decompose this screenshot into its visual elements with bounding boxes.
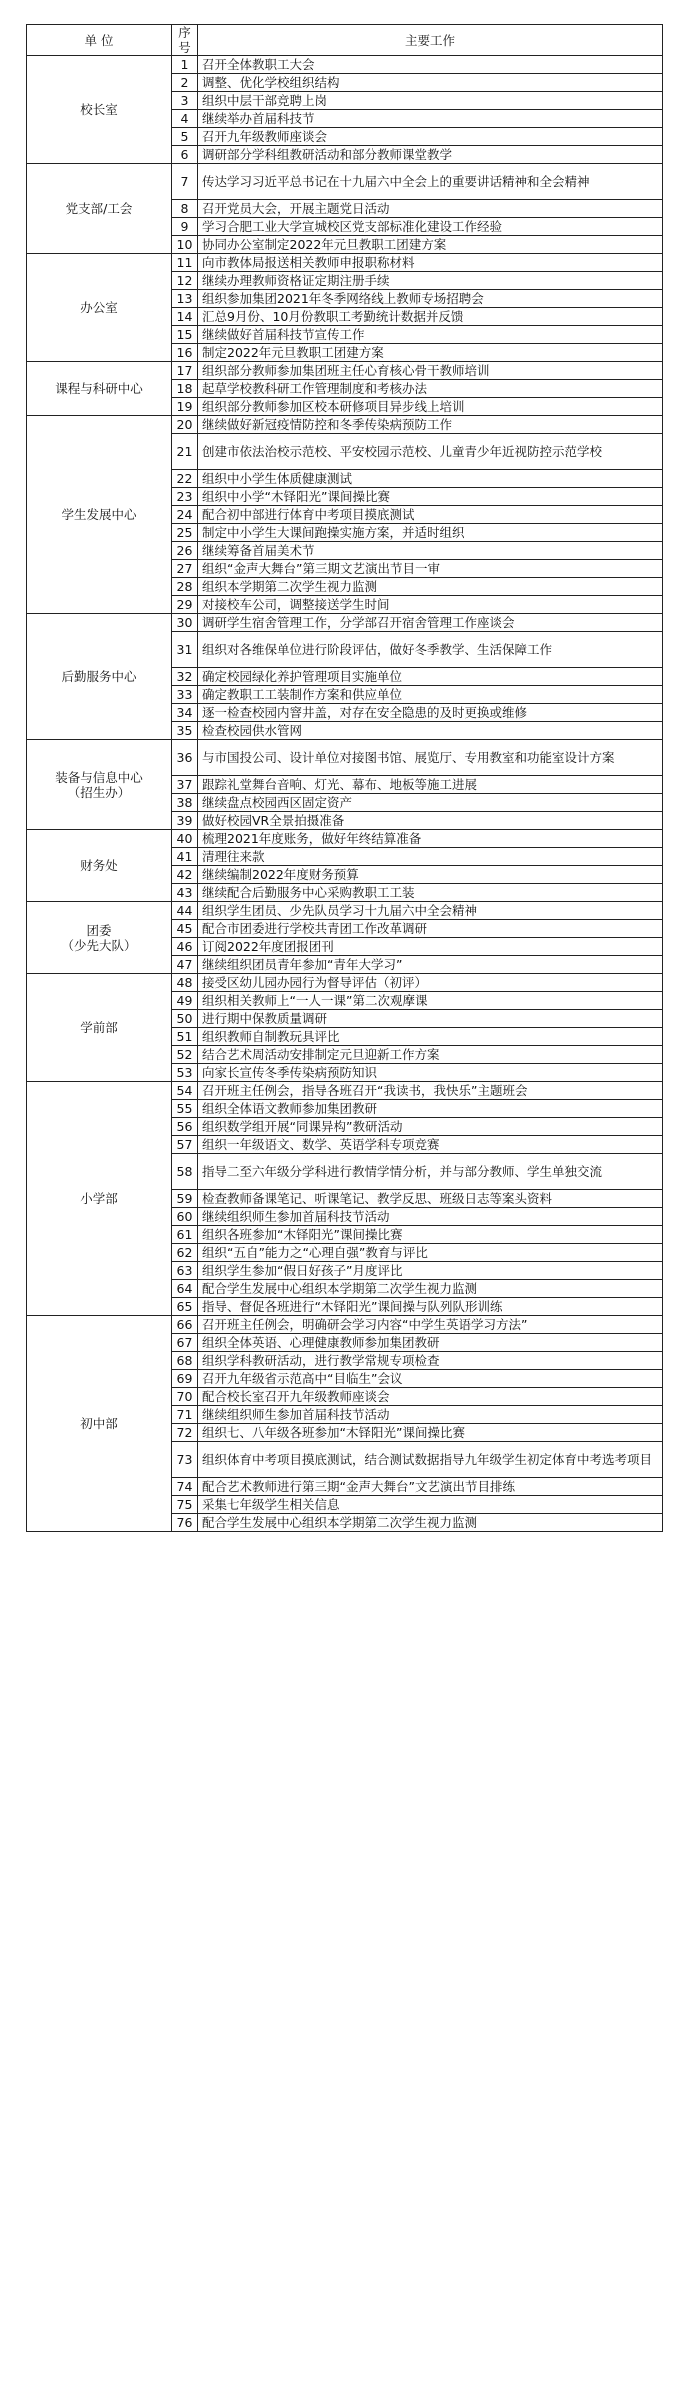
task-number-cell: 26 xyxy=(172,542,198,560)
task-number-cell: 28 xyxy=(172,578,198,596)
task-number-cell: 55 xyxy=(172,1100,198,1118)
unit-name-cell: 校长室 xyxy=(27,56,172,164)
task-number-cell: 48 xyxy=(172,974,198,992)
task-description-cell: 配合校长室召开九年级教师座谈会 xyxy=(198,1388,663,1406)
task-description-cell: 组织本学期第二次学生视力监测 xyxy=(198,578,663,596)
task-number-cell: 29 xyxy=(172,596,198,614)
task-number-cell: 19 xyxy=(172,398,198,416)
task-number-cell: 5 xyxy=(172,128,198,146)
task-number-cell: 6 xyxy=(172,146,198,164)
task-number-cell: 3 xyxy=(172,92,198,110)
task-number-cell: 70 xyxy=(172,1388,198,1406)
table-row xyxy=(27,416,663,434)
task-description-cell: 起草学校教科研工作管理制度和考核办法 xyxy=(198,380,663,398)
task-number-cell: 49 xyxy=(172,992,198,1010)
task-number-cell: 40 xyxy=(172,830,198,848)
task-description-cell: 逐一检查校园内窨井盖，对存在安全隐患的及时更换或维修 xyxy=(198,704,663,722)
task-number-cell: 30 xyxy=(172,614,198,632)
task-description-cell: 检查教师备课笔记、听课笔记、教学反思、班级日志等案头资料 xyxy=(198,1190,663,1208)
task-number-cell: 10 xyxy=(172,236,198,254)
task-number-cell: 63 xyxy=(172,1262,198,1280)
task-number-cell: 75 xyxy=(172,1496,198,1514)
task-number-cell: 58 xyxy=(172,1154,198,1190)
task-description-cell: 传达学习习近平总书记在十九届六中全会上的重要讲话精神和全会精神 xyxy=(198,164,663,200)
table-row xyxy=(27,830,663,848)
task-number-cell: 74 xyxy=(172,1478,198,1496)
task-description-cell: 配合初中部进行体育中考项目摸底测试 xyxy=(198,506,663,524)
task-number-cell: 65 xyxy=(172,1298,198,1316)
table-row xyxy=(27,974,663,992)
task-description-cell: 组织一年级语文、数学、英语学科专项竞赛 xyxy=(198,1136,663,1154)
task-number-cell: 8 xyxy=(172,200,198,218)
task-description-cell: 召开班主任例会，指导各班召开“我读书，我快乐”主题班会 xyxy=(198,1082,663,1100)
task-description-cell: 继续配合后勤服务中心采购教职工工装 xyxy=(198,884,663,902)
task-description-cell: 制定中小学生大课间跑操实施方案，并适时组织 xyxy=(198,524,663,542)
task-description-cell: 订阅2022年度团报团刊 xyxy=(198,938,663,956)
table-header-row xyxy=(27,25,663,56)
task-number-cell: 38 xyxy=(172,794,198,812)
task-description-cell: 调研学生宿舍管理工作，分学部召开宿舍管理工作座谈会 xyxy=(198,614,663,632)
task-description-cell: 跟踪礼堂舞台音响、灯光、幕布、地板等施工进展 xyxy=(198,776,663,794)
task-description-cell: 组织部分教师参加区校本研修项目异步线上培训 xyxy=(198,398,663,416)
task-number-cell: 72 xyxy=(172,1424,198,1442)
task-description-cell: 做好校园VR全景拍摄准备 xyxy=(198,812,663,830)
table-row xyxy=(27,1316,663,1334)
task-description-cell: 继续组织团员青年参加“青年大学习” xyxy=(198,956,663,974)
task-description-cell: 创建市依法治校示范校、平安校园示范校、儿童青少年近视防控示范学校 xyxy=(198,434,663,470)
task-number-cell: 21 xyxy=(172,434,198,470)
task-number-cell: 11 xyxy=(172,254,198,272)
task-description-cell: 配合学生发展中心组织本学期第二次学生视力监测 xyxy=(198,1280,663,1298)
unit-name-cell: 学前部 xyxy=(27,974,172,1082)
task-number-cell: 37 xyxy=(172,776,198,794)
task-number-cell: 9 xyxy=(172,218,198,236)
task-description-cell: 结合艺术周活动安排制定元旦迎新工作方案 xyxy=(198,1046,663,1064)
unit-name-cell: 学生发展中心 xyxy=(27,416,172,614)
task-number-cell: 12 xyxy=(172,272,198,290)
task-number-cell: 1 xyxy=(172,56,198,74)
task-number-cell: 69 xyxy=(172,1370,198,1388)
task-description-cell: 接受区幼儿园办园行为督导评估（初评） xyxy=(198,974,663,992)
task-number-cell: 13 xyxy=(172,290,198,308)
work-plan-sheet xyxy=(26,24,662,1532)
work-plan-table xyxy=(26,24,663,1532)
task-description-cell: 清理往来款 xyxy=(198,848,663,866)
task-number-cell: 15 xyxy=(172,326,198,344)
task-description-cell: 检查校园供水管网 xyxy=(198,722,663,740)
task-number-cell: 27 xyxy=(172,560,198,578)
task-description-cell: 继续办理教师资格证定期注册手续 xyxy=(198,272,663,290)
task-description-cell: 配合市团委进行学校共青团工作改革调研 xyxy=(198,920,663,938)
task-number-cell: 35 xyxy=(172,722,198,740)
task-description-cell: 确定教职工工装制作方案和供应单位 xyxy=(198,686,663,704)
task-number-cell: 24 xyxy=(172,506,198,524)
task-description-cell: 指导、督促各班进行“木铎阳光”课间操与队列队形训练 xyxy=(198,1298,663,1316)
task-number-cell: 31 xyxy=(172,632,198,668)
task-description-cell: 组织各班参加“木铎阳光”课间操比赛 xyxy=(198,1226,663,1244)
task-description-cell: 组织中小学“木铎阳光”课间操比赛 xyxy=(198,488,663,506)
unit-name-cell: 办公室 xyxy=(27,254,172,362)
task-description-cell: 确定校园绿化养护管理项目实施单位 xyxy=(198,668,663,686)
task-description-cell: 学习合肥工业大学宣城校区党支部标准化建设工作经验 xyxy=(198,218,663,236)
unit-name-cell: 装备与信息中心 （招生办） xyxy=(27,740,172,830)
task-number-cell: 57 xyxy=(172,1136,198,1154)
header-unit: 单 位 xyxy=(27,25,172,56)
table-row xyxy=(27,362,663,380)
task-number-cell: 41 xyxy=(172,848,198,866)
task-number-cell: 60 xyxy=(172,1208,198,1226)
task-description-cell: 组织对各维保单位进行阶段评估，做好冬季教学、生活保障工作 xyxy=(198,632,663,668)
unit-name-cell: 后勤服务中心 xyxy=(27,614,172,740)
task-number-cell: 68 xyxy=(172,1352,198,1370)
task-description-cell: 组织部分教师参加集团班主任心育核心骨干教师培训 xyxy=(198,362,663,380)
task-description-cell: 组织相关教师上“一人一课”第二次观摩课 xyxy=(198,992,663,1010)
task-number-cell: 39 xyxy=(172,812,198,830)
task-description-cell: 组织数学组开展“同课异构”教研活动 xyxy=(198,1118,663,1136)
header-number: 序号 xyxy=(172,25,198,56)
task-number-cell: 33 xyxy=(172,686,198,704)
task-description-cell: 指导二至六年级分学科进行教情学情分析，并与部分教师、学生单独交流 xyxy=(198,1154,663,1190)
task-description-cell: 继续做好首届科技节宣传工作 xyxy=(198,326,663,344)
task-description-cell: 召开九年级教师座谈会 xyxy=(198,128,663,146)
task-number-cell: 76 xyxy=(172,1514,198,1532)
task-number-cell: 43 xyxy=(172,884,198,902)
unit-name-cell: 小学部 xyxy=(27,1082,172,1316)
unit-name-cell: 党支部/工会 xyxy=(27,164,172,254)
task-description-cell: 召开全体教职工大会 xyxy=(198,56,663,74)
task-number-cell: 18 xyxy=(172,380,198,398)
task-number-cell: 23 xyxy=(172,488,198,506)
task-description-cell: 向家长宣传冬季传染病预防知识 xyxy=(198,1064,663,1082)
task-description-cell: 继续盘点校园西区固定资产 xyxy=(198,794,663,812)
task-description-cell: 组织全体英语、心理健康教师参加集团教研 xyxy=(198,1334,663,1352)
table-row xyxy=(27,902,663,920)
table-row xyxy=(27,56,663,74)
task-description-cell: 组织全体语文教师参加集团教研 xyxy=(198,1100,663,1118)
task-description-cell: 组织教师自制教玩具评比 xyxy=(198,1028,663,1046)
task-description-cell: 组织参加集团2021年冬季网络线上教师专场招聘会 xyxy=(198,290,663,308)
task-description-cell: 组织“金声大舞台”第三期文艺演出节目一审 xyxy=(198,560,663,578)
table-row xyxy=(27,254,663,272)
task-number-cell: 16 xyxy=(172,344,198,362)
table-row xyxy=(27,614,663,632)
unit-name-cell: 课程与科研中心 xyxy=(27,362,172,416)
task-description-cell: 继续组织师生参加首届科技节活动 xyxy=(198,1406,663,1424)
task-number-cell: 2 xyxy=(172,74,198,92)
header-task: 主要工作 xyxy=(198,25,663,56)
task-number-cell: 25 xyxy=(172,524,198,542)
task-description-cell: 继续做好新冠疫情防控和冬季传染病预防工作 xyxy=(198,416,663,434)
task-number-cell: 59 xyxy=(172,1190,198,1208)
task-number-cell: 54 xyxy=(172,1082,198,1100)
task-number-cell: 62 xyxy=(172,1244,198,1262)
task-number-cell: 34 xyxy=(172,704,198,722)
task-number-cell: 42 xyxy=(172,866,198,884)
task-number-cell: 7 xyxy=(172,164,198,200)
unit-name-cell: 财务处 xyxy=(27,830,172,902)
task-number-cell: 73 xyxy=(172,1442,198,1478)
task-description-cell: 继续组织师生参加首届科技节活动 xyxy=(198,1208,663,1226)
task-number-cell: 66 xyxy=(172,1316,198,1334)
task-description-cell: 配合学生发展中心组织本学期第二次学生视力监测 xyxy=(198,1514,663,1532)
task-number-cell: 56 xyxy=(172,1118,198,1136)
task-description-cell: 向市教体局报送相关教师申报职称材料 xyxy=(198,254,663,272)
task-description-cell: 组织“五自”能力之“心理自强”教育与评比 xyxy=(198,1244,663,1262)
task-number-cell: 46 xyxy=(172,938,198,956)
task-number-cell: 53 xyxy=(172,1064,198,1082)
table-body xyxy=(27,56,663,1532)
task-description-cell: 采集七年级学生相关信息 xyxy=(198,1496,663,1514)
task-number-cell: 51 xyxy=(172,1028,198,1046)
task-number-cell: 20 xyxy=(172,416,198,434)
unit-name-cell: 初中部 xyxy=(27,1316,172,1532)
task-number-cell: 32 xyxy=(172,668,198,686)
task-description-cell: 进行期中保教质量调研 xyxy=(198,1010,663,1028)
task-number-cell: 36 xyxy=(172,740,198,776)
task-number-cell: 45 xyxy=(172,920,198,938)
task-description-cell: 对接校车公司，调整接送学生时间 xyxy=(198,596,663,614)
task-description-cell: 召开九年级省示范高中“目临生”会议 xyxy=(198,1370,663,1388)
task-description-cell: 组织中小学生体质健康测试 xyxy=(198,470,663,488)
task-number-cell: 47 xyxy=(172,956,198,974)
task-description-cell: 调整、优化学校组织结构 xyxy=(198,74,663,92)
task-number-cell: 61 xyxy=(172,1226,198,1244)
task-number-cell: 4 xyxy=(172,110,198,128)
task-description-cell: 组织体育中考项目摸底测试，结合测试数据指导九年级学生初定体育中考选考项目 xyxy=(198,1442,663,1478)
task-description-cell: 与市国投公司、设计单位对接图书馆、展览厅、专用教室和功能室设计方案 xyxy=(198,740,663,776)
table-row xyxy=(27,740,663,776)
task-description-cell: 协同办公室制定2022年元旦教职工团建方案 xyxy=(198,236,663,254)
task-number-cell: 52 xyxy=(172,1046,198,1064)
task-description-cell: 继续编制2022年度财务预算 xyxy=(198,866,663,884)
task-description-cell: 继续举办首届科技节 xyxy=(198,110,663,128)
task-description-cell: 继续筹备首届美术节 xyxy=(198,542,663,560)
task-description-cell: 组织中层干部竞聘上岗 xyxy=(198,92,663,110)
table-row xyxy=(27,1082,663,1100)
task-number-cell: 22 xyxy=(172,470,198,488)
task-description-cell: 召开党员大会，开展主题党日活动 xyxy=(198,200,663,218)
task-description-cell: 组织七、八年级各班参加“木铎阳光”课间操比赛 xyxy=(198,1424,663,1442)
task-number-cell: 64 xyxy=(172,1280,198,1298)
task-description-cell: 组织学生参加“假日好孩子”月度评比 xyxy=(198,1262,663,1280)
task-number-cell: 71 xyxy=(172,1406,198,1424)
task-description-cell: 组织学生团员、少先队员学习十九届六中全会精神 xyxy=(198,902,663,920)
table-row xyxy=(27,164,663,200)
task-number-cell: 67 xyxy=(172,1334,198,1352)
task-description-cell: 配合艺术教师进行第三期“金声大舞台”文艺演出节目排练 xyxy=(198,1478,663,1496)
task-number-cell: 17 xyxy=(172,362,198,380)
task-number-cell: 44 xyxy=(172,902,198,920)
task-number-cell: 50 xyxy=(172,1010,198,1028)
task-number-cell: 14 xyxy=(172,308,198,326)
unit-name-cell: 团委 （少先大队） xyxy=(27,902,172,974)
task-description-cell: 汇总9月份、10月份教职工考勤统计数据并反馈 xyxy=(198,308,663,326)
task-description-cell: 召开班主任例会，明确研会学习内容“中学生英语学习方法” xyxy=(198,1316,663,1334)
task-description-cell: 组织学科教研活动，进行教学常规专项检查 xyxy=(198,1352,663,1370)
task-description-cell: 制定2022年元旦教职工团建方案 xyxy=(198,344,663,362)
task-description-cell: 调研部分学科组教研活动和部分教师课堂教学 xyxy=(198,146,663,164)
task-description-cell: 梳理2021年度账务，做好年终结算准备 xyxy=(198,830,663,848)
